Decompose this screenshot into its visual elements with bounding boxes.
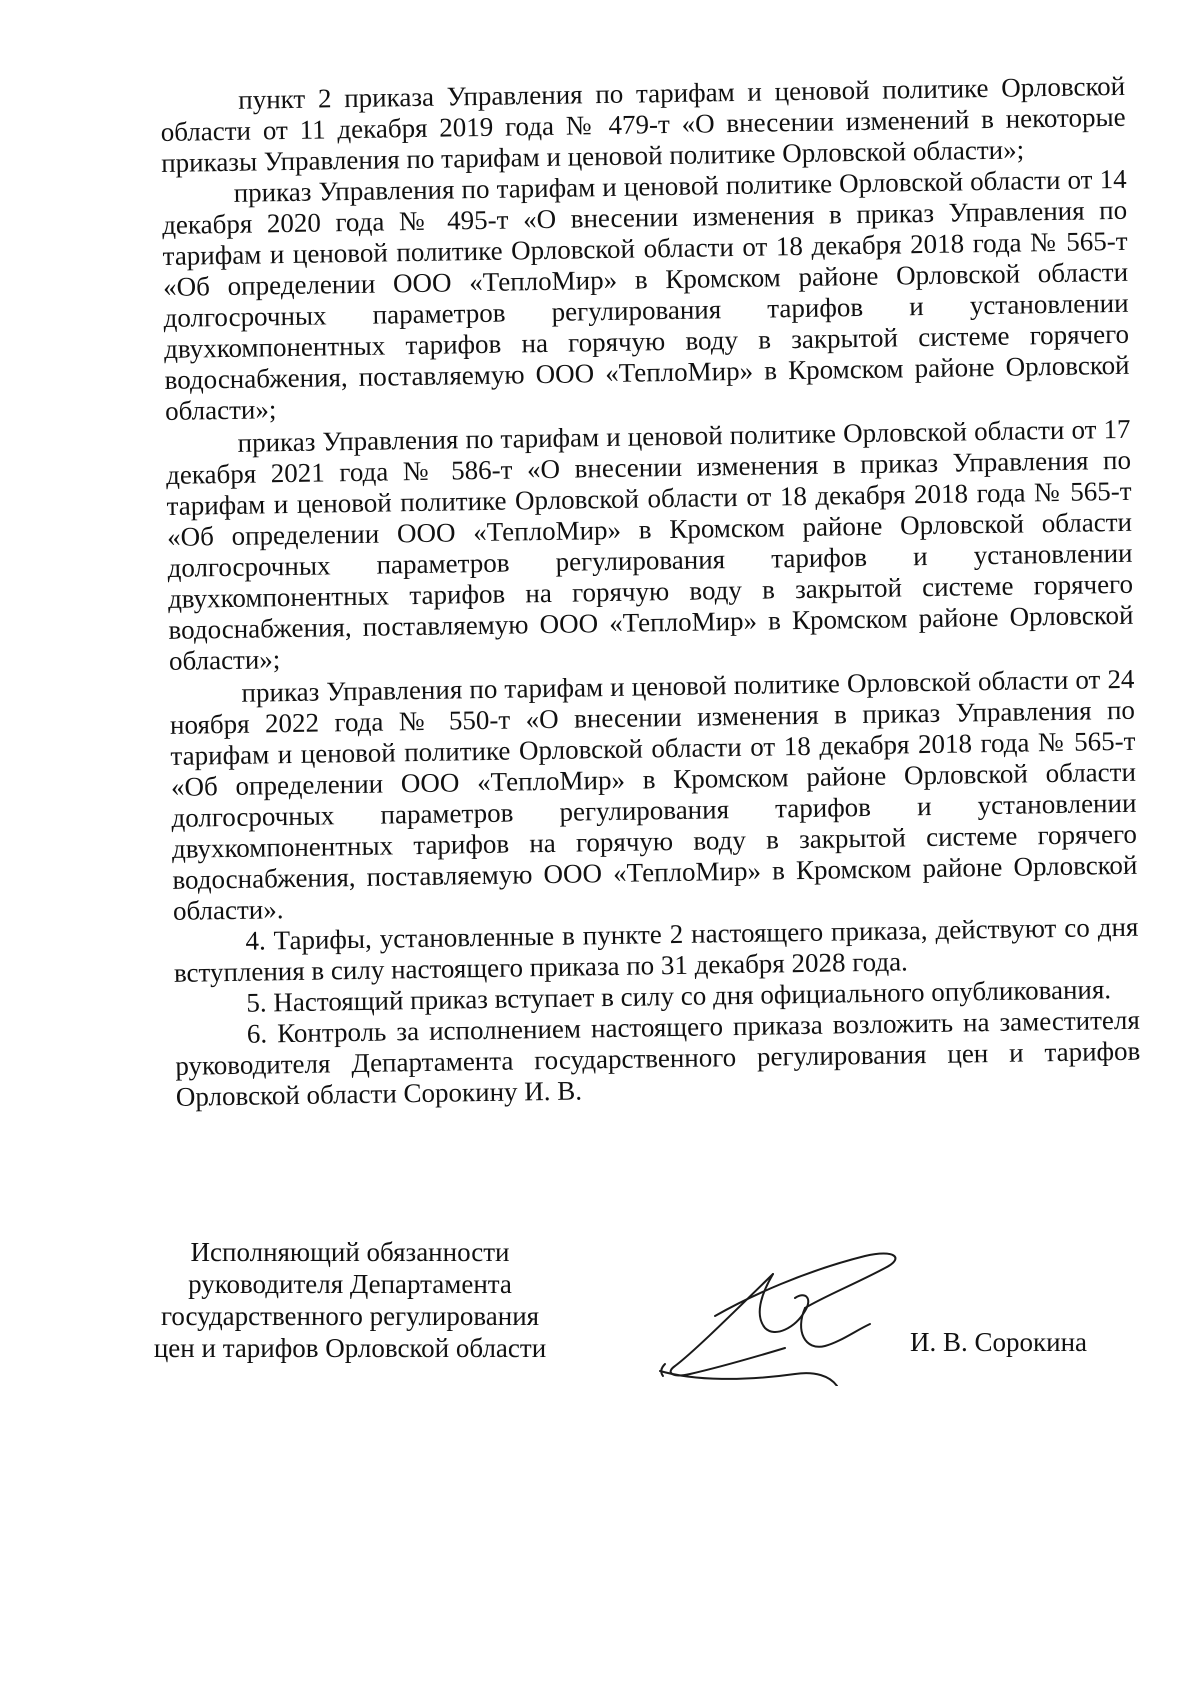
paragraph-repealed-2021: приказ Управления по тарифам и ценовой политике Орловской области от 17 декабря 2021 года № 586-т «О внесении изменения в приказ Управления по тарифам и ценовой политике Орловской области от 18 декабря 2018 года № 565-т «Об определении ООО «ТеплоМир» в Кромском районе Орловской области долгосрочных параметров регулирования тарифов и установлении двухкомпонентных тарифов на горячую воду в закрытой системе горячего водоснабжения, поставляемую ООО «ТеплоМир» в Кромском районе Орловской области»; (165, 413, 1134, 676)
handwritten-signature (655, 1236, 915, 1386)
signatory-name: И. В. Сорокина (910, 1327, 1088, 1357)
signatory-title-line: Исполняющий обязанности (190, 1237, 510, 1267)
paragraph-repealed-2020: приказ Управления по тарифам и ценовой политике Орловской области от 14 декабря 2020 года № 495-т «О внесении изменения в приказ Управления по тарифам и ценовой политике Орловской области от 18 декабря 2018 года № 565-т «Об определении ООО «ТеплоМир» в Кромском районе Орловской области долгосрочных параметров регулирования тарифов и установлении двухкомпонентных тарифов на горячую воду в закрытой системе горячего водоснабжения, поставляемую ООО «ТеплоМир» в Кромском районе Орловской области»; (161, 163, 1130, 426)
document-body (160, 71, 1141, 1113)
paragraph-repealed-2019: пункт 2 приказа Управления по тарифам и ценовой политике Орловской области от 11 декабря 2019 года № 479-т «О внесении изменений в некоторые приказы Управления по тарифам и ценовой политике Орловской области»; (160, 70, 1126, 178)
paragraph-item-5: 5. Настоящий приказ вступает в силу со дня официального опубликования. (246, 974, 1112, 1018)
signatory-title-line: цен и тарифов Орловской области (153, 1333, 547, 1363)
paragraph-item-6: 6. Контроль за исполнением настоящего приказа возложить на заместителя руководителя Департамента государственного регулирования цен и тарифов Орловской области Сорокину И. В. (175, 1004, 1141, 1112)
paragraph-item-4: 4. Тарифы, установленные в пункте 2 настоящего приказа, действуют со дня вступления в силу настоящего приказа по 31 декабря 2028 года. (173, 911, 1139, 988)
signatory-title (140, 1236, 560, 1364)
signature-block (140, 1236, 1140, 1436)
signatory-title-line: руководителя Департамента (188, 1269, 512, 1299)
paragraph-repealed-2022: приказ Управления по тарифам и ценовой политике Орловской области от 24 ноября 2022 года № 550-т «О внесении изменения в приказ Управления по тарифам и ценовой политике Орловской области от 18 декабря 2018 года № 565-т «Об определении ООО «ТеплоМир» в Кромском районе Орловской области долгосрочных параметров регулирования тарифов и установлении двухкомпонентных тарифов на горячую воду в закрытой системе горячего водоснабжения, поставляемую ООО «ТеплоМир» в Кромском районе Орловской области». (169, 663, 1138, 926)
signatory-title-line: государственного регулирования (160, 1301, 540, 1331)
